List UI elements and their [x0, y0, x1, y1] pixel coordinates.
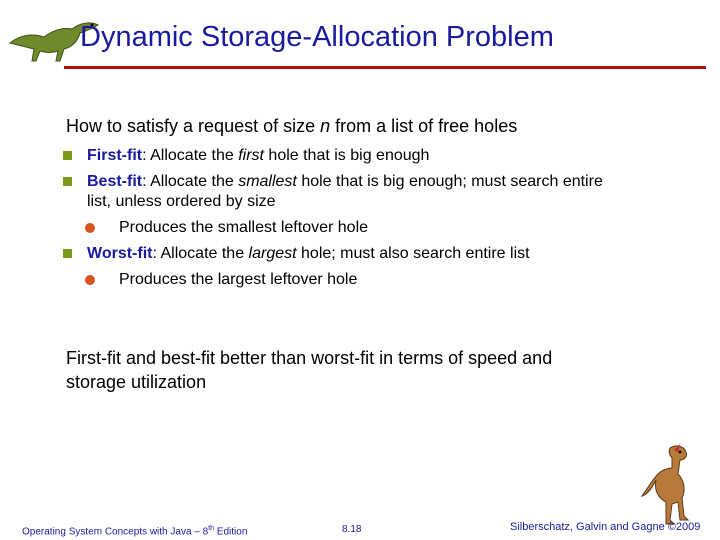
bullet-emphasis: largest: [248, 245, 297, 262]
conclusion-text: First-fit and best-fit better than worst-fit in terms of speed and storage utilization: [66, 348, 553, 392]
bullet-text: hole that is big enough; must search entire list, unless ordered by size: [87, 173, 603, 210]
bullet-term: First-fit: [87, 147, 143, 164]
bullet-emphasis: smallest: [238, 173, 297, 190]
footer-book-text: Operating System Concepts with Java – 8: [22, 526, 209, 538]
bullet-term: Worst-fit: [87, 245, 153, 262]
footer-book-sup: th: [208, 525, 215, 532]
bullet-worst-fit: [63, 244, 623, 264]
round-bullet-icon: [85, 275, 95, 285]
intro-after: from a list of free holes: [330, 116, 518, 136]
bullet-text: hole that is big enough: [263, 147, 430, 164]
title-rule: [64, 66, 706, 69]
sub-bullet-text: Produces the smallest leftover hole: [119, 219, 369, 236]
bullet-text: Allocate the: [150, 147, 239, 164]
bullet-colon: :: [142, 147, 151, 164]
intro-var: n: [320, 116, 331, 136]
sub-bullet-best-fit: [63, 218, 623, 238]
bullet-text: Allocate the: [160, 245, 249, 262]
bullet-emphasis: first: [238, 147, 264, 164]
round-bullet-icon: [85, 223, 95, 233]
sub-bullet-text: Produces the largest leftover hole: [119, 271, 358, 288]
intro-text: [66, 116, 517, 137]
square-bullet-icon: [63, 249, 72, 258]
bullet-first-fit: [63, 146, 623, 166]
dinosaur-standing-icon: [640, 440, 700, 530]
square-bullet-icon: [63, 177, 72, 186]
bullet-list: [63, 146, 623, 296]
intro-before: How to satisfy a request of size: [66, 116, 321, 136]
bullet-term: Best-fit: [87, 173, 143, 190]
bullet-colon: :: [142, 173, 151, 190]
bullet-best-fit: [63, 172, 623, 212]
bullet-text: hole; must also search entire list: [296, 245, 530, 262]
footer-book-title: [22, 525, 247, 537]
footer-book-tail: Edition: [214, 526, 248, 538]
bullet-text: Allocate the: [150, 173, 239, 190]
square-bullet-icon: [63, 151, 72, 160]
bullet-colon: :: [152, 245, 161, 262]
page-number: 8.18: [342, 524, 362, 535]
slide-title: Dynamic Storage-Allocation Problem: [80, 21, 554, 53]
sub-bullet-worst-fit: [63, 270, 623, 290]
footer-copyright: Silberschatz, Galvin and Gagne ©2009: [510, 521, 701, 533]
